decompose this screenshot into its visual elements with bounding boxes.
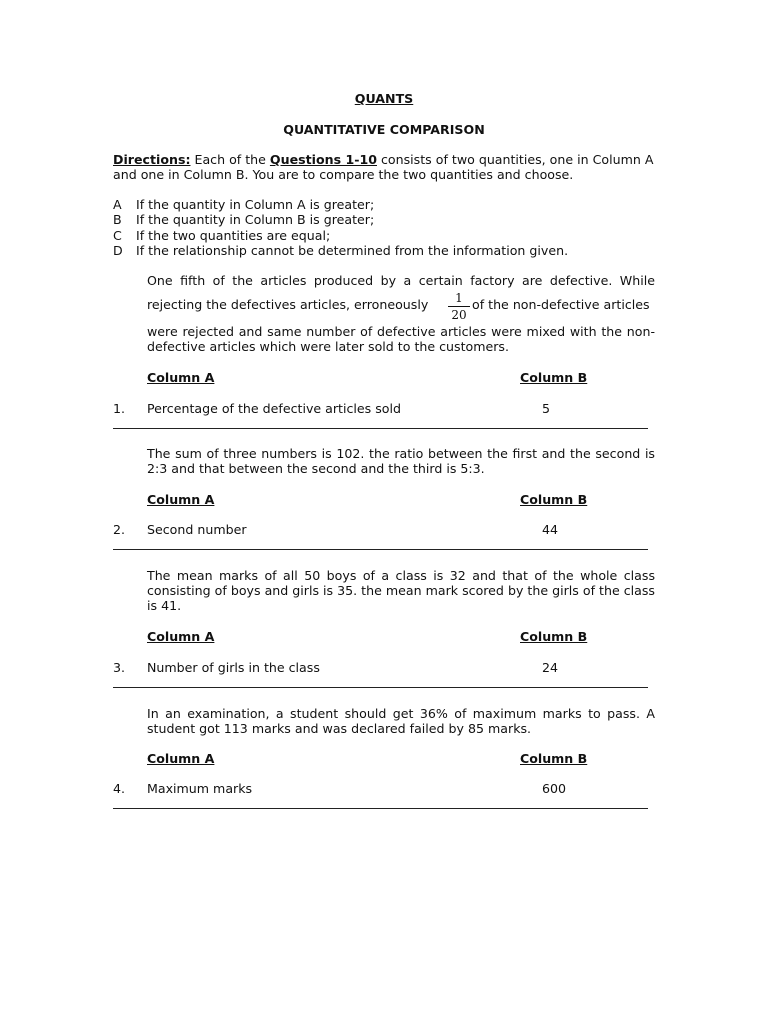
option-letter-a: A xyxy=(113,197,122,212)
question-1-stem-line2b: of the non-defective articles xyxy=(472,297,650,312)
column-a-header: Column A xyxy=(147,370,215,385)
directions-text1: Each of the xyxy=(194,152,266,167)
directions-label: Directions: xyxy=(113,152,191,167)
directions-line1 xyxy=(113,152,653,167)
question-3-column-a: Number of girls in the class xyxy=(147,660,320,675)
question-1-column-b: 5 xyxy=(542,401,551,416)
question-2-number: 2. xyxy=(113,522,126,537)
question-1-stem-rest: were rejected and same number of defective articles were mixed with the non-defective articles which were later sold to the customers. xyxy=(147,324,655,354)
option-letter-d: D xyxy=(113,243,123,258)
page-subtitle: QUANTITATIVE COMPARISON xyxy=(283,122,485,137)
question-4-divider xyxy=(113,808,648,809)
option-letter-b: B xyxy=(113,212,122,227)
option-text-a: If the quantity in Column A is greater; xyxy=(136,197,375,212)
question-4-number: 4. xyxy=(113,781,126,796)
directions-line2: and one in Column B. You are to compare the two quantities and choose. xyxy=(113,167,574,182)
column-b-header: Column B xyxy=(520,629,588,644)
question-3-column-b: 24 xyxy=(542,660,559,675)
column-b-header: Column B xyxy=(520,370,588,385)
option-letter-c: C xyxy=(113,228,122,243)
question-1-stem-line1: One fifth of the articles produced by a certain factory are defective. While xyxy=(147,273,655,288)
question-3-divider xyxy=(113,687,648,688)
question-2-column-a: Second number xyxy=(147,522,247,537)
column-a-header: Column A xyxy=(147,751,215,766)
fraction-one-twentieth xyxy=(448,291,470,322)
fraction-denominator: 20 xyxy=(451,308,467,322)
question-1-column-a: Percentage of the defective articles sold xyxy=(147,401,401,416)
option-text-d: If the relationship cannot be determined from the information given. xyxy=(136,243,569,258)
option-text-c: If the two quantities are equal; xyxy=(136,228,331,243)
column-a-header: Column A xyxy=(147,629,215,644)
question-4-column-a: Maximum marks xyxy=(147,781,253,796)
fraction-numerator: 1 xyxy=(455,291,463,305)
option-text-b: If the quantity in Column B is greater; xyxy=(136,212,375,227)
question-1-divider xyxy=(113,428,648,429)
question-2-stem: The sum of three numbers is 102. the ratio between the first and the second is 2:3 and that between the second and the third is 5:3. xyxy=(147,446,655,476)
fraction-bar xyxy=(448,306,470,307)
column-a-header: Column A xyxy=(147,492,215,507)
question-4-column-b: 600 xyxy=(542,781,567,796)
directions-text2: consists of two quantities, one in Column A xyxy=(381,152,654,167)
question-4-stem: In an examination, a student should get 36% of maximum marks to pass. A student got 113 marks and was declared failed by 85 marks. xyxy=(147,706,655,736)
page-title: QUANTS xyxy=(354,91,414,106)
column-b-header: Column B xyxy=(520,492,588,507)
question-1-stem-line2a: rejecting the defectives articles, erroneously xyxy=(147,297,429,312)
question-3-stem: The mean marks of all 50 boys of a class is 32 and that of the whole class consisting of boys and girls is 35. the mean mark scored by the girls of the class is 41. xyxy=(147,568,655,613)
question-2-divider xyxy=(113,549,648,550)
question-2-column-b: 44 xyxy=(542,522,559,537)
question-1-number: 1. xyxy=(113,401,126,416)
questions-reference: Questions 1-10 xyxy=(269,152,377,167)
column-b-header: Column B xyxy=(520,751,588,766)
question-3-number: 3. xyxy=(113,660,126,675)
